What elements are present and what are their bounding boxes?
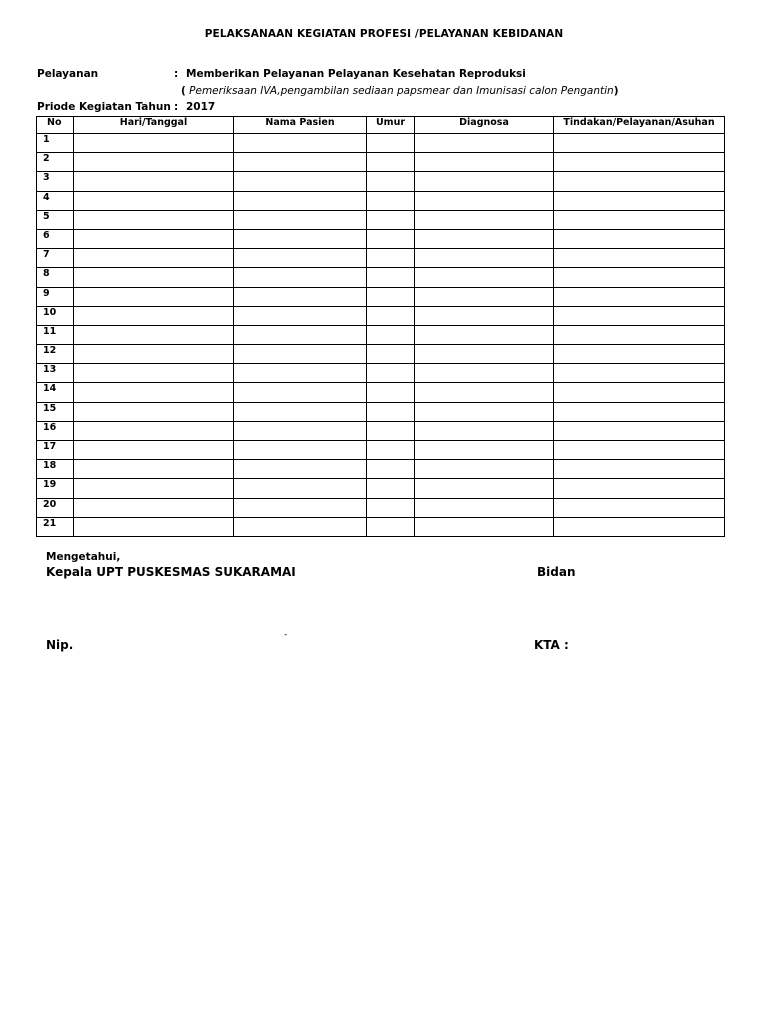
service-detail-line — [181, 85, 619, 97]
diagnosis-cell — [415, 191, 554, 210]
age-cell — [367, 517, 415, 536]
table-row — [37, 229, 725, 248]
age-cell — [367, 364, 415, 383]
date-cell — [74, 517, 234, 536]
patient-name-cell — [234, 345, 367, 364]
table-row — [37, 191, 725, 210]
action-cell — [554, 191, 725, 210]
row-number: 19 — [37, 479, 74, 498]
patient-name-cell — [234, 229, 367, 248]
age-cell — [367, 402, 415, 421]
service-label: Pelayanan — [37, 68, 99, 80]
row-number: 14 — [37, 383, 74, 402]
age-cell — [367, 345, 415, 364]
patient-name-cell — [234, 479, 367, 498]
date-cell — [74, 249, 234, 268]
date-cell — [74, 172, 234, 191]
diagnosis-cell — [415, 517, 554, 536]
action-cell — [554, 306, 725, 325]
document-title: PELAKSANAAN KEGIATAN PROFESI /PELAYANAN KEBIDANAN — [204, 28, 564, 40]
diagnosis-cell — [415, 134, 554, 153]
diagnosis-cell — [415, 498, 554, 517]
midwife-title: Bidan — [537, 565, 576, 579]
patient-name-cell — [234, 383, 367, 402]
action-cell — [554, 325, 725, 344]
patient-name-cell — [234, 421, 367, 440]
table-row — [37, 498, 725, 517]
patient-name-cell — [234, 268, 367, 287]
age-cell — [367, 249, 415, 268]
diagnosis-cell — [415, 210, 554, 229]
patient-name-cell — [234, 210, 367, 229]
row-number: 20 — [37, 498, 74, 517]
table-body — [37, 134, 725, 537]
date-cell — [74, 460, 234, 479]
row-number: 8 — [37, 268, 74, 287]
age-cell — [367, 134, 415, 153]
row-number: 16 — [37, 421, 74, 440]
header-date: Hari/Tanggal — [74, 117, 234, 134]
table-row — [37, 287, 725, 306]
date-cell — [74, 364, 234, 383]
date-cell — [74, 268, 234, 287]
head-title: Kepala UPT PUSKESMAS SUKARAMAI — [46, 565, 296, 579]
detail-close-paren: ) — [613, 85, 619, 97]
row-number: 18 — [37, 460, 74, 479]
table-row — [37, 460, 725, 479]
date-cell — [74, 287, 234, 306]
age-cell — [367, 479, 415, 498]
row-number: 4 — [37, 191, 74, 210]
diagnosis-cell — [415, 325, 554, 344]
date-cell — [74, 210, 234, 229]
period-separator: : — [174, 101, 179, 113]
row-number: 7 — [37, 249, 74, 268]
age-cell — [367, 441, 415, 460]
age-cell — [367, 498, 415, 517]
date-cell — [74, 306, 234, 325]
row-number: 5 — [37, 210, 74, 229]
action-cell — [554, 517, 725, 536]
table-row — [37, 172, 725, 191]
diagnosis-cell — [415, 364, 554, 383]
date-cell — [74, 191, 234, 210]
acknowledged-label: Mengetahui, — [46, 551, 121, 563]
action-cell — [554, 134, 725, 153]
table-row — [37, 479, 725, 498]
table-row — [37, 134, 725, 153]
table-row — [37, 441, 725, 460]
activity-table — [36, 116, 725, 537]
table-row — [37, 517, 725, 536]
patient-name-cell — [234, 325, 367, 344]
patient-name-cell — [234, 191, 367, 210]
nip-label: Nip. — [46, 638, 74, 652]
age-cell — [367, 153, 415, 172]
diagnosis-cell — [415, 460, 554, 479]
age-cell — [367, 306, 415, 325]
date-cell — [74, 345, 234, 364]
table-row — [37, 249, 725, 268]
age-cell — [367, 229, 415, 248]
action-cell — [554, 479, 725, 498]
diagnosis-cell — [415, 172, 554, 191]
patient-name-cell — [234, 441, 367, 460]
table-row — [37, 421, 725, 440]
action-cell — [554, 460, 725, 479]
action-cell — [554, 268, 725, 287]
date-cell — [74, 479, 234, 498]
table-row — [37, 402, 725, 421]
header-age: Umur — [367, 117, 415, 134]
action-cell — [554, 498, 725, 517]
row-number: 11 — [37, 325, 74, 344]
header-action: Tindakan/Pelayanan/Asuhan — [554, 117, 725, 134]
table-row — [37, 345, 725, 364]
action-cell — [554, 441, 725, 460]
period-label: Priode Kegiatan Tahun — [37, 101, 171, 113]
patient-name-cell — [234, 306, 367, 325]
row-number: 9 — [37, 287, 74, 306]
age-cell — [367, 325, 415, 344]
action-cell — [554, 421, 725, 440]
age-cell — [367, 460, 415, 479]
date-cell — [74, 383, 234, 402]
row-number: 12 — [37, 345, 74, 364]
row-number: 6 — [37, 229, 74, 248]
age-cell — [367, 287, 415, 306]
row-number: 15 — [37, 402, 74, 421]
header-no: No — [37, 117, 74, 134]
row-number: 17 — [37, 441, 74, 460]
diagnosis-cell — [415, 268, 554, 287]
age-cell — [367, 210, 415, 229]
patient-name-cell — [234, 287, 367, 306]
age-cell — [367, 172, 415, 191]
age-cell — [367, 191, 415, 210]
action-cell — [554, 402, 725, 421]
age-cell — [367, 421, 415, 440]
header-diagnosis: Diagnosa — [415, 117, 554, 134]
diagnosis-cell — [415, 479, 554, 498]
action-cell — [554, 153, 725, 172]
row-number: 2 — [37, 153, 74, 172]
patient-name-cell — [234, 460, 367, 479]
date-cell — [74, 153, 234, 172]
service-detail: Pemeriksaan IVA,pengambilan sediaan papsmear dan Imunisasi calon Pengantin — [189, 85, 614, 97]
patient-name-cell — [234, 249, 367, 268]
patient-name-cell — [234, 364, 367, 383]
diagnosis-cell — [415, 249, 554, 268]
diagnosis-cell — [415, 421, 554, 440]
date-cell — [74, 402, 234, 421]
patient-name-cell — [234, 402, 367, 421]
table-row — [37, 364, 725, 383]
action-cell — [554, 229, 725, 248]
diagnosis-cell — [415, 383, 554, 402]
date-cell — [74, 421, 234, 440]
table-row — [37, 325, 725, 344]
diagnosis-cell — [415, 287, 554, 306]
table-header-row — [37, 117, 725, 134]
age-cell — [367, 383, 415, 402]
action-cell — [554, 364, 725, 383]
row-number: 1 — [37, 134, 74, 153]
diagnosis-cell — [415, 402, 554, 421]
action-cell — [554, 287, 725, 306]
table-row — [37, 268, 725, 287]
table-row — [37, 383, 725, 402]
diagnosis-cell — [415, 229, 554, 248]
action-cell — [554, 210, 725, 229]
period-value: 2017 — [186, 101, 216, 113]
kta-label: KTA : — [534, 638, 569, 652]
date-cell — [74, 229, 234, 248]
date-cell — [74, 441, 234, 460]
diagnosis-cell — [415, 306, 554, 325]
row-number: 10 — [37, 306, 74, 325]
header-patient-name: Nama Pasien — [234, 117, 367, 134]
patient-name-cell — [234, 517, 367, 536]
row-number: 13 — [37, 364, 74, 383]
diagnosis-cell — [415, 153, 554, 172]
action-cell — [554, 345, 725, 364]
action-cell — [554, 172, 725, 191]
separator-dash: - — [284, 630, 288, 640]
table-row — [37, 210, 725, 229]
patient-name-cell — [234, 498, 367, 517]
age-cell — [367, 268, 415, 287]
action-cell — [554, 383, 725, 402]
service-separator: : — [174, 68, 179, 80]
diagnosis-cell — [415, 345, 554, 364]
diagnosis-cell — [415, 441, 554, 460]
action-cell — [554, 249, 725, 268]
row-number: 21 — [37, 517, 74, 536]
patient-name-cell — [234, 134, 367, 153]
detail-open-paren: ( — [181, 85, 186, 97]
table-row — [37, 153, 725, 172]
row-number: 3 — [37, 172, 74, 191]
patient-name-cell — [234, 172, 367, 191]
date-cell — [74, 498, 234, 517]
date-cell — [74, 134, 234, 153]
service-value: Memberikan Pelayanan Pelayanan Kesehatan Reproduksi — [186, 68, 526, 80]
table-row — [37, 306, 725, 325]
date-cell — [74, 325, 234, 344]
patient-name-cell — [234, 153, 367, 172]
